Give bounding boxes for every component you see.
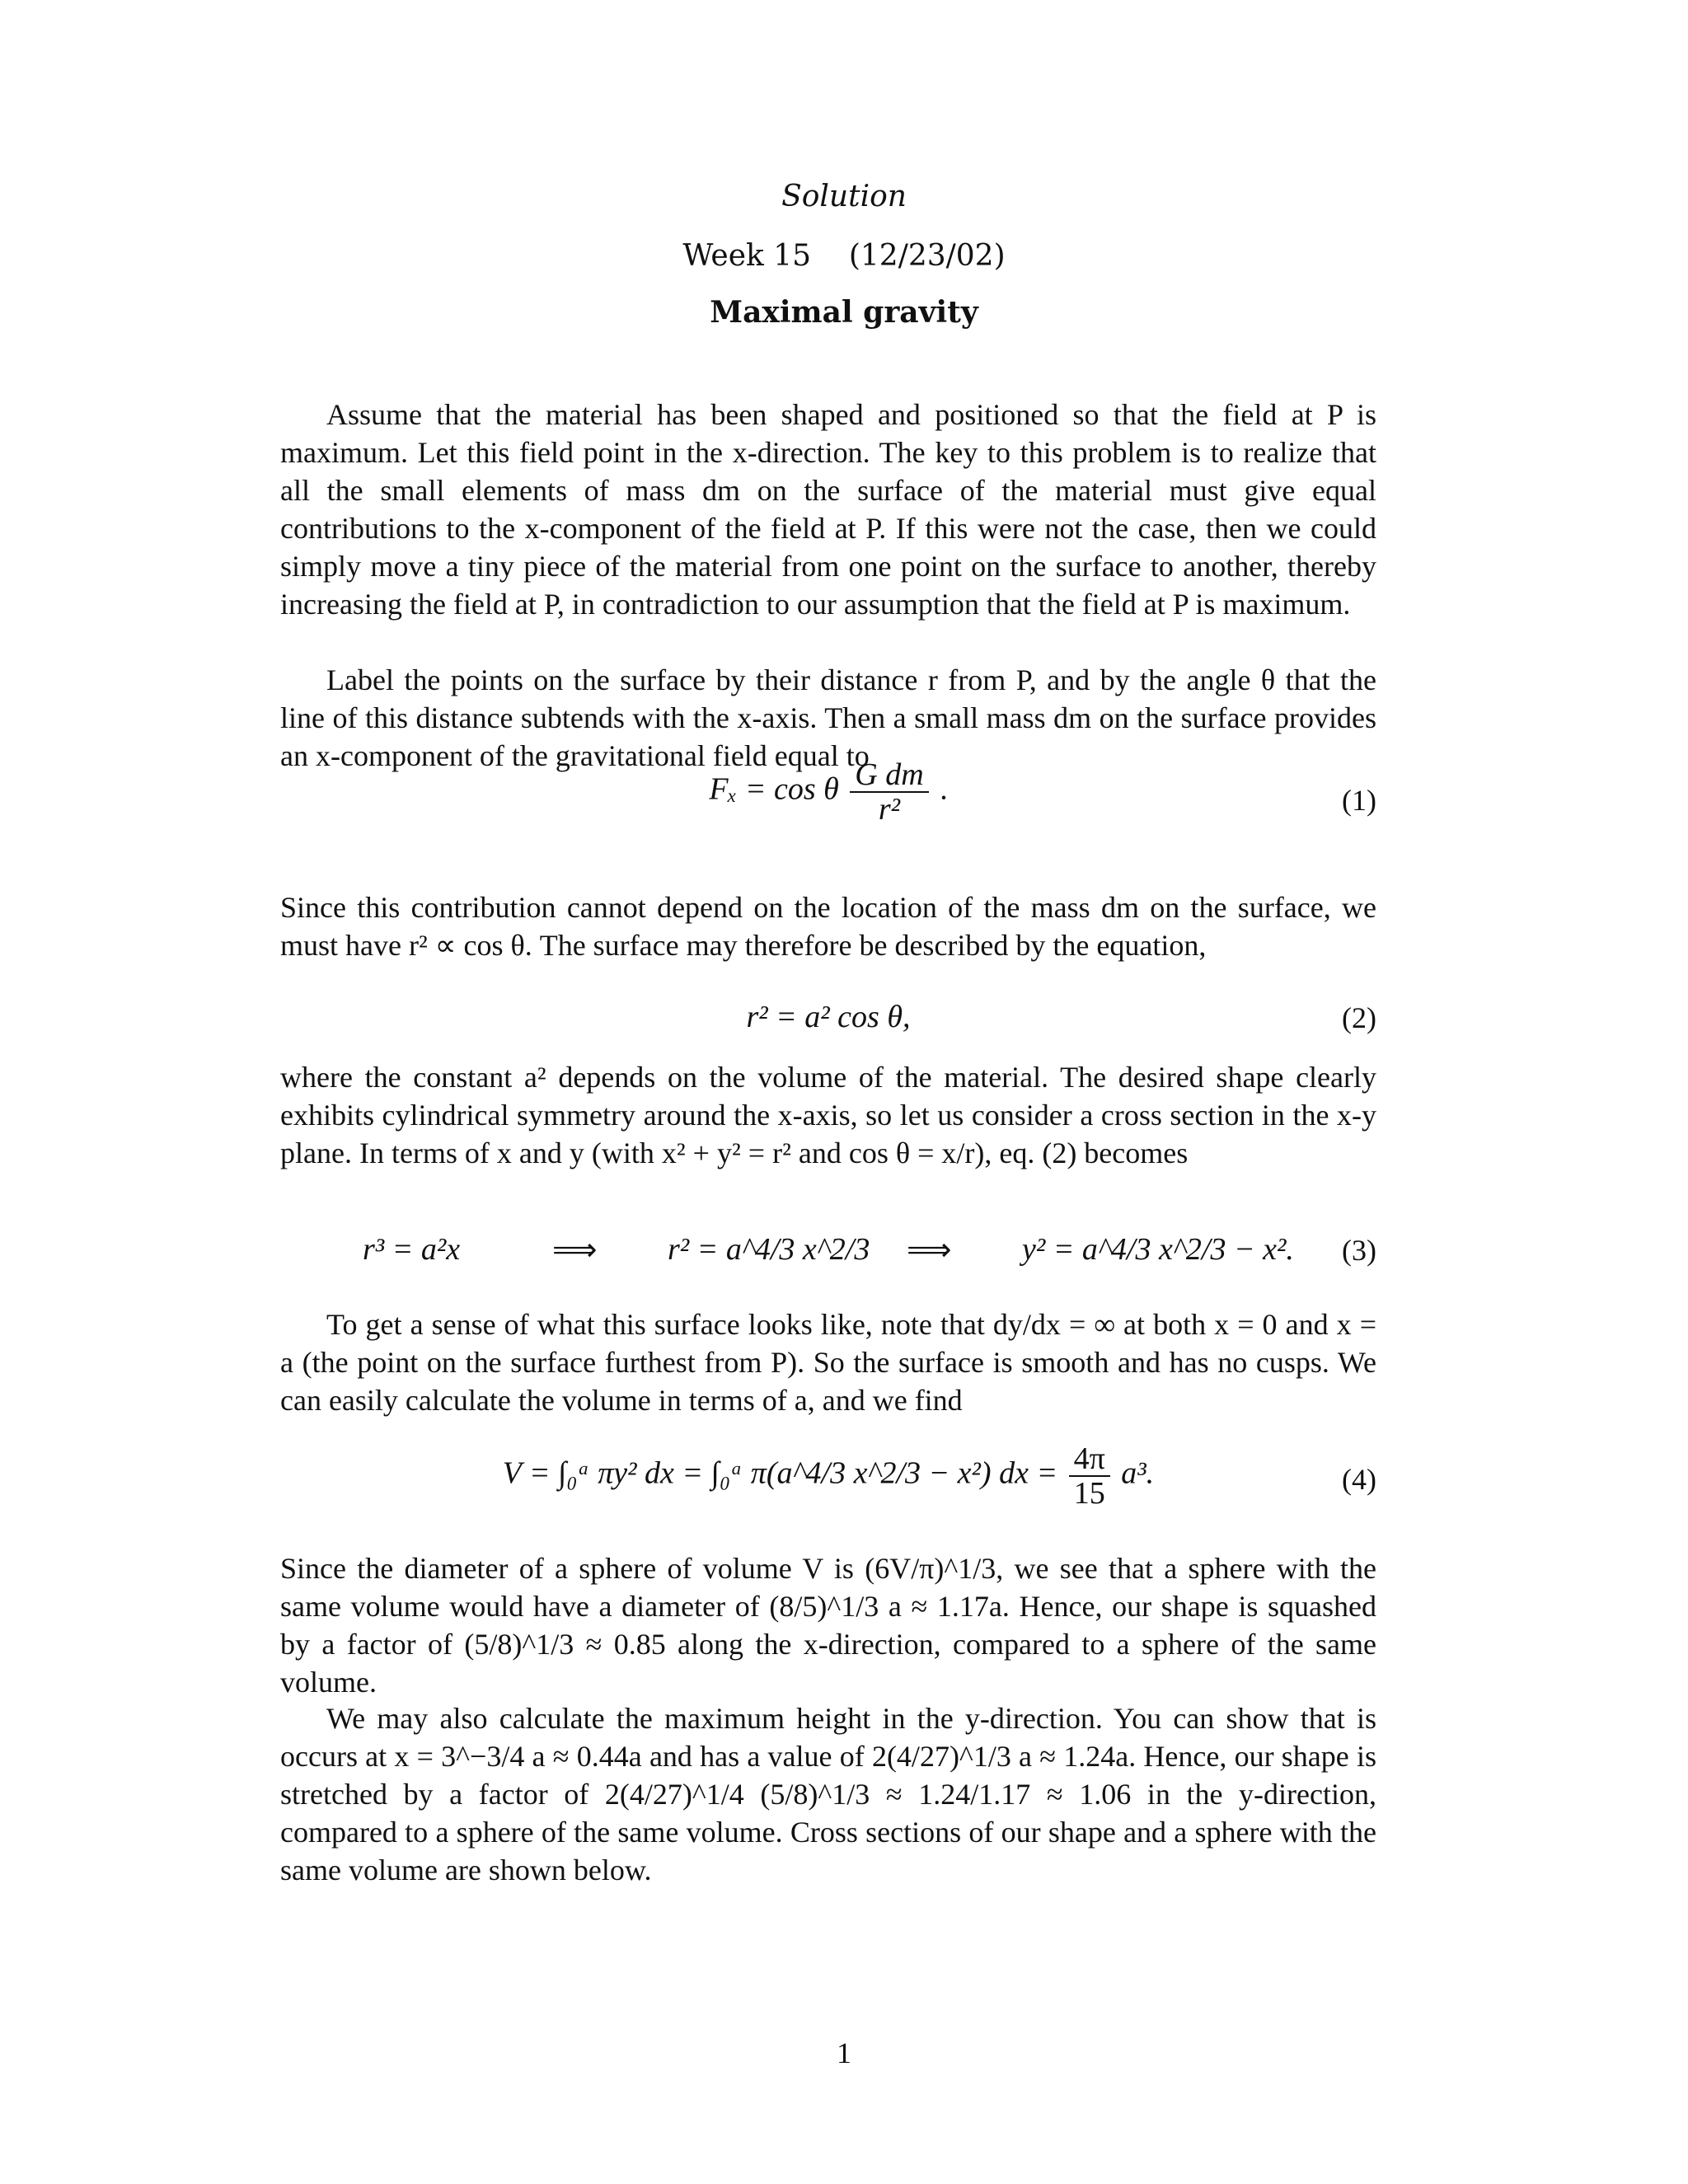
eq1-tail: . bbox=[940, 771, 948, 807]
week-line: Week 15 (12/23/02) bbox=[682, 239, 1006, 273]
paragraph-text: Since this contribution cannot depend on the location of the mass dm on the surface, we must have r² ∝ cos θ. The surface may therefore be described by the equation, bbox=[280, 891, 1376, 962]
paragraph-text: We may also calculate the maximum height in the y-direction. You can show that is occurs at x = 3^−3/4 a ≈ 0.44a and has a value of 2(4/27)^1/3 a ≈ 1.24a. Hence, our shape is stretched by a factor of 2(4/27)^1/4 (5/8)^1/3 ≈ 1.24/1.17 ≈ 1.06 in the y-direction, compared to a sphere of the same volume. Cross sections of our shape and a sphere with the same volume are shown below. bbox=[280, 1702, 1376, 1886]
paragraph-4 bbox=[280, 1058, 1376, 1172]
paragraph-text: Since the diameter of a sphere of volume V is (6V/π)^1/3, we see that a sphere with the same volume would have a diameter of (8/5)^1/3 a ≈ 1.17a. Hence, our shape is squashed by a factor of (5/8)^1/3 ≈ 0.85 along the x-direction, compared to a sphere of the same volume. bbox=[280, 1552, 1376, 1699]
eq3-part-b: r² = a^4/3 x^2/3 bbox=[668, 1232, 870, 1267]
paragraph-6 bbox=[280, 1549, 1376, 1701]
eq3-part-a: r³ = a²x bbox=[363, 1232, 461, 1267]
equation-2 bbox=[280, 987, 1376, 1053]
eq2-number: (2) bbox=[1342, 1001, 1376, 1034]
eq4-fraction bbox=[1069, 1442, 1110, 1510]
eq4-integral: V = ∫₀ᵃ πy² dx = ∫₀ᵃ π(a^4/3 x^2/3 − x²) dx = bbox=[502, 1455, 1058, 1491]
eq4-number: (4) bbox=[1342, 1463, 1376, 1496]
eq1-lhs: Fₓ = cos θ bbox=[709, 771, 839, 807]
eq1-fraction bbox=[850, 758, 928, 826]
eq4-tail: a³. bbox=[1121, 1455, 1155, 1491]
paragraph-3 bbox=[280, 888, 1376, 964]
page-title: Maximal gravity bbox=[710, 295, 978, 330]
page-number: 1 bbox=[837, 2036, 851, 2069]
eq1-denominator: r² bbox=[878, 792, 901, 827]
equation-1 bbox=[280, 758, 1376, 849]
equation-4 bbox=[280, 1434, 1376, 1533]
eq3-part-c: y² = a^4/3 x^2/3 − x². bbox=[1022, 1232, 1294, 1267]
equation-3 bbox=[280, 1220, 1376, 1286]
eq1-number: (1) bbox=[1342, 784, 1376, 817]
eq1-numerator: G dm bbox=[850, 758, 928, 793]
paragraph-7 bbox=[280, 1699, 1376, 1889]
paragraph-text: Assume that the material has been shaped and positioned so that the field at P is maximum. Let this field point in the x-direction. The key to this problem is to realize that all the small elements of mass dm on the surface of the material must give equal contributions to the x-component of the field at P. If this were not the case, then we could simply move a tiny piece of the material from one point on the surface to another, thereby increasing the field at P, in contradiction to our assumption that the field at P is maximum. bbox=[280, 398, 1376, 621]
paragraph-text: where the constant a² depends on the volume of the material. The desired shape clearly exhibits cylindrical symmetry around the x-axis, so let us consider a cross section in the x-y plane. In terms of x and y (with x² + y² = r² and cos θ = x/r), eq. (2) becomes bbox=[280, 1061, 1376, 1169]
eq3-number: (3) bbox=[1342, 1234, 1376, 1267]
paragraph-text: To get a sense of what this surface looks like, note that dy/dx = ∞ at both x = 0 and x = a (the point on the surface furthest from P). So the surface is smooth and has no cusps. We can easily calculate the volume in terms of a, and we find bbox=[280, 1308, 1376, 1417]
eq2-body: r² = a² cos θ, bbox=[746, 1000, 911, 1034]
eq3-arrow-2: ⟹ bbox=[907, 1233, 952, 1268]
solution-label: Solution bbox=[781, 180, 907, 213]
paragraph-5 bbox=[280, 1305, 1376, 1419]
eq4-denominator: 15 bbox=[1073, 1476, 1105, 1511]
eq3-arrow-1: ⟹ bbox=[552, 1233, 598, 1268]
eq4-numerator: 4π bbox=[1069, 1442, 1110, 1477]
paragraph-text: Label the points on the surface by their distance r from P, and by the angle θ that the line of this distance subtends with the x-axis. Then a small mass dm on the surface provides an x-component of the gravitational field equal to bbox=[280, 663, 1376, 772]
paragraph-1 bbox=[280, 396, 1376, 623]
